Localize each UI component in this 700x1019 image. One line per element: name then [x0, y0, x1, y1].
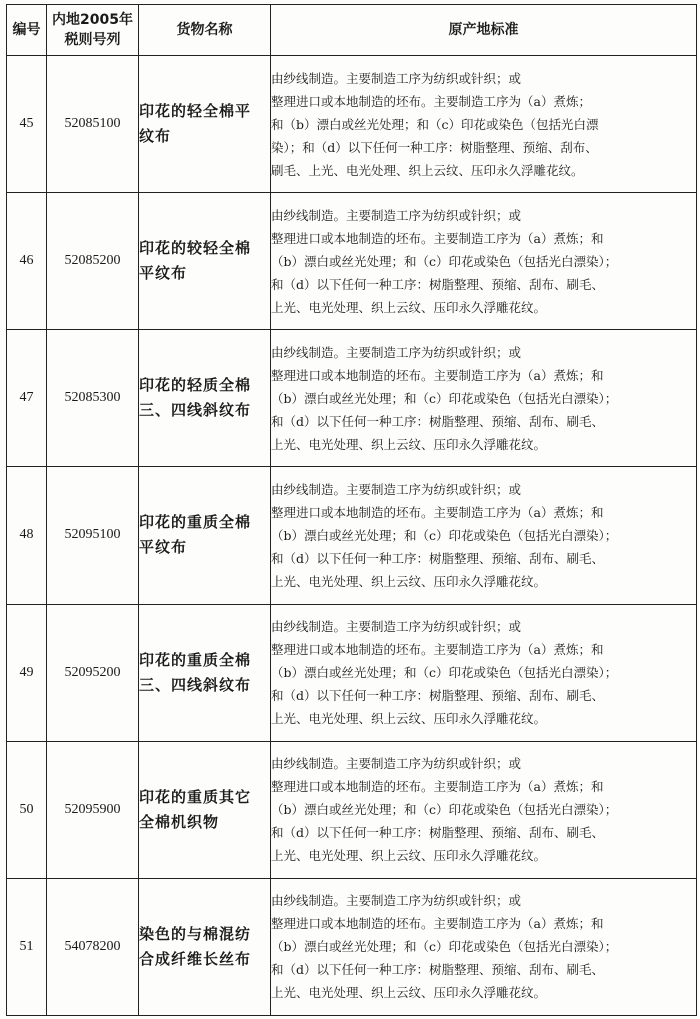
goods-name-line: 印花的轻质全棉	[139, 376, 252, 395]
cell-goods-name	[139, 56, 271, 193]
cell-tariff-code: 52085100	[47, 56, 139, 193]
goods-name-line: 印花的较轻全棉	[139, 239, 252, 258]
cell-goods-name	[139, 330, 271, 467]
standard-text-line: 整理进口或本地制造的坯布。主要制造工序为（a）煮炼；和	[271, 504, 604, 520]
cell-tariff-code: 52085200	[47, 193, 139, 330]
standard-text-line: 整理进口或本地制造的坯布。主要制造工序为（a）煮炼；和	[271, 367, 604, 383]
table-row	[7, 741, 697, 878]
goods-name-line: 染色的与棉混纺	[139, 924, 252, 943]
standard-text-line: 和（d）以下任何一种工序：树脂整理、预缩、刮布、刷毛、	[271, 413, 605, 429]
cell-tariff-code: 54078200	[47, 878, 139, 1015]
header-number: 编号	[7, 5, 47, 56]
cell-origin-standard	[271, 604, 697, 741]
origin-standards-table	[6, 4, 697, 1016]
standard-text-line: 整理进口或本地制造的坯布。主要制造工序为（a）煮炼；和	[271, 916, 604, 932]
cell-goods-name	[139, 467, 271, 604]
standard-text-line: （b）漂白或丝光处理；和（c）印花或染色（包括光白漂染）；	[271, 253, 618, 269]
table-row	[7, 56, 697, 193]
standard-text-line: 和（d）以下任何一种工序：树脂整理、预缩、刮布、刷毛、	[271, 962, 605, 978]
goods-name-line: 平纹布	[139, 538, 188, 557]
cell-number: 46	[7, 193, 47, 330]
table-row	[7, 604, 697, 741]
cell-origin-standard	[271, 193, 697, 330]
standard-text-line: 由纱线制造。主要制造工序为纺织或针织；或	[271, 70, 522, 86]
standard-text-line: 和（d）以下任何一种工序：树脂整理、预缩、刮布、刷毛、	[271, 825, 605, 841]
standard-text-line: 和（b）漂白或丝光处理；和（c）印花或染色（包括光白漂	[271, 116, 599, 132]
standard-text-line: 由纱线制造。主要制造工序为纺织或针织；或	[271, 481, 522, 497]
cell-goods-name	[139, 604, 271, 741]
cell-number: 50	[7, 741, 47, 878]
goods-name-line: 印花的重质全棉	[139, 650, 252, 669]
cell-number: 48	[7, 467, 47, 604]
header-goods-name: 货物名称	[139, 5, 271, 56]
standard-text-line: 整理进口或本地制造的坯布。主要制造工序为（a）煮炼；和	[271, 642, 604, 658]
standard-text-line: 和（d）以下任何一种工序：树脂整理、预缩、刮布、刷毛、	[271, 550, 605, 566]
cell-number: 45	[7, 56, 47, 193]
goods-name-line: 印花的重质全棉	[139, 513, 252, 532]
standard-text-line: 由纱线制造。主要制造工序为纺织或针织；或	[271, 344, 522, 360]
cell-number: 49	[7, 604, 47, 741]
cell-goods-name	[139, 741, 271, 878]
header-origin-standard: 原产地标准	[271, 5, 697, 56]
standard-text-line: 整理进口或本地制造的坯布。主要制造工序为（a）煮炼；	[271, 93, 591, 109]
cell-origin-standard	[271, 467, 697, 604]
cell-number: 47	[7, 330, 47, 467]
goods-name-line: 三、四线斜纹布	[139, 675, 252, 694]
cell-origin-standard	[271, 330, 697, 467]
standard-text-line: 和（d）以下任何一种工序：树脂整理、预缩、刮布、刷毛、	[271, 688, 605, 704]
cell-tariff-code: 52085300	[47, 330, 139, 467]
cell-tariff-code: 52095900	[47, 741, 139, 878]
cell-origin-standard	[271, 878, 697, 1015]
standard-text-line: （b）漂白或丝光处理；和（c）印花或染色（包括光白漂染）；	[271, 939, 618, 955]
table-row	[7, 878, 697, 1015]
goods-name-line: 平纹布	[139, 264, 188, 283]
standard-text-line: （b）漂白或丝光处理；和（c）印花或染色（包括光白漂染）；	[271, 665, 618, 681]
cell-number: 51	[7, 878, 47, 1015]
table-row	[7, 467, 697, 604]
standard-text-line: 上光、电光处理、织上云纹、压印永久浮雕花纹。	[271, 573, 547, 589]
table-header-row	[7, 5, 697, 56]
standard-text-line: 上光、电光处理、织上云纹、压印永久浮雕花纹。	[271, 848, 547, 864]
standard-text-line: （b）漂白或丝光处理；和（c）印花或染色（包括光白漂染）；	[271, 390, 618, 406]
standard-text-line: 上光、电光处理、织上云纹、压印永久浮雕花纹。	[271, 436, 547, 452]
goods-name-line: 纹布	[139, 127, 172, 146]
goods-name-line: 印花的轻全棉平	[139, 102, 252, 121]
standard-text-line: （b）漂白或丝光处理；和（c）印花或染色（包括光白漂染）；	[271, 527, 618, 543]
standard-text-line: 刷毛、上光、电光处理、织上云纹、压印永久浮雕花纹。	[271, 162, 584, 178]
cell-tariff-code: 52095100	[47, 467, 139, 604]
standard-text-line: 由纱线制造。主要制造工序为纺织或针织；或	[271, 756, 522, 772]
standard-text-line: 由纱线制造。主要制造工序为纺织或针织；或	[271, 207, 522, 223]
standard-text-line: 由纱线制造。主要制造工序为纺织或针织；或	[271, 619, 522, 635]
cell-origin-standard	[271, 741, 697, 878]
goods-name-line: 三、四线斜纹布	[139, 401, 252, 420]
standard-text-line: 由纱线制造。主要制造工序为纺织或针织；或	[271, 893, 522, 909]
cell-tariff-code: 52095200	[47, 604, 139, 741]
standard-text-line: 整理进口或本地制造的坯布。主要制造工序为（a）煮炼；和	[271, 230, 604, 246]
goods-name-line: 印花的重质其它	[139, 787, 252, 806]
table-row	[7, 330, 697, 467]
standard-text-line: 上光、电光处理、织上云纹、压印永久浮雕花纹。	[271, 711, 547, 727]
standard-text-line: （b）漂白或丝光处理；和（c）印花或染色（包括光白漂染）；	[271, 802, 618, 818]
standard-text-line: 上光、电光处理、织上云纹、压印永久浮雕花纹。	[271, 985, 547, 1001]
header-tariff-line2: 税则号列	[64, 32, 121, 48]
cell-origin-standard	[271, 56, 697, 193]
cell-goods-name	[139, 193, 271, 330]
goods-name-line: 合成纤维长丝布	[139, 949, 252, 968]
header-tariff-line1: 内地2005年	[52, 12, 133, 28]
standard-text-line: 和（d）以下任何一种工序：树脂整理、预缩、刮布、刷毛、	[271, 276, 605, 292]
cell-goods-name	[139, 878, 271, 1015]
header-tariff	[47, 5, 139, 56]
table-row	[7, 193, 697, 330]
standard-text-line: 上光、电光处理、织上云纹、压印永久浮雕花纹。	[271, 299, 547, 315]
goods-name-line: 全棉机织物	[139, 812, 220, 831]
standard-text-line: 染）；和（d）以下任何一种工序：树脂整理、预缩、刮布、	[271, 139, 598, 155]
standard-text-line: 整理进口或本地制造的坯布。主要制造工序为（a）煮炼；和	[271, 779, 604, 795]
